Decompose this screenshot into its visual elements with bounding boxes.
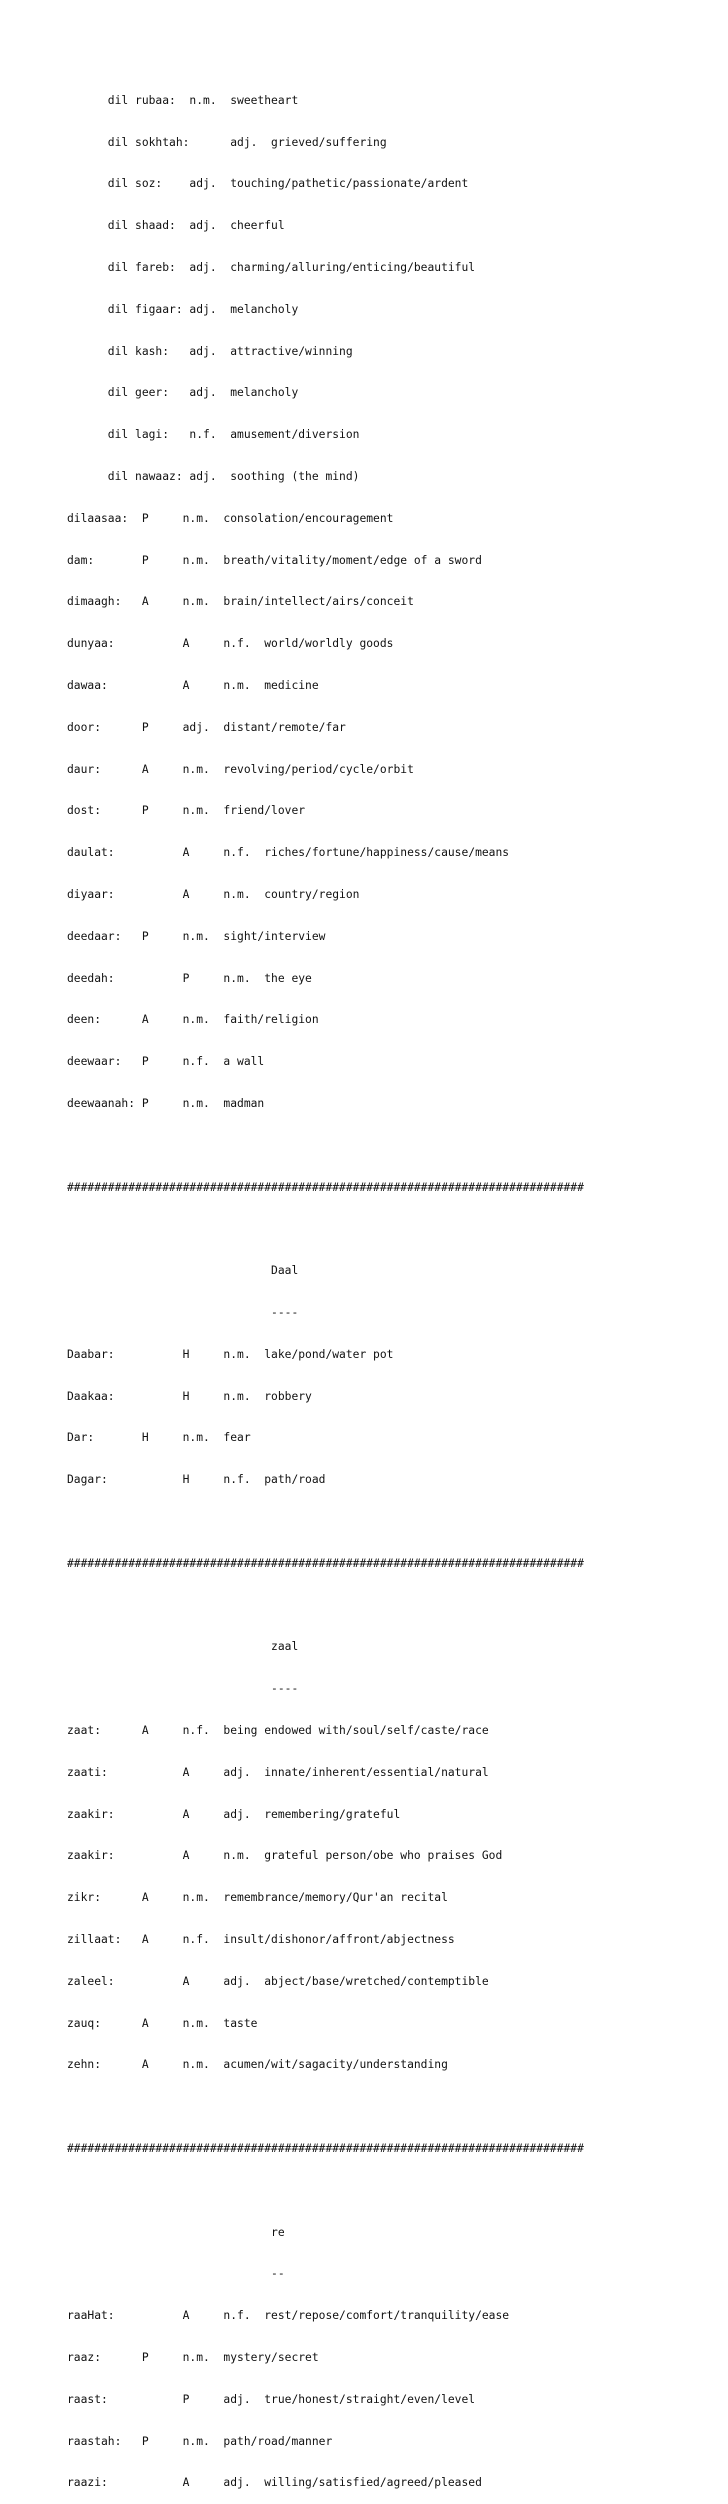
text-line: door: P adj. distant/remote/far — [67, 720, 346, 734]
text-line: zillaat: A n.f. insult/dishonor/affront/abjectness — [67, 1932, 455, 1946]
blank-line — [67, 1139, 584, 1153]
section-divider: ############################################################################ — [67, 1180, 584, 1194]
text-line: deen: A n.m. faith/religion — [67, 1013, 319, 1027]
text-line: dil sokhtah: adj. grieved/suffering — [67, 135, 387, 149]
text-line: dil rubaa: n.m. sweetheart — [67, 93, 299, 107]
section-underline: -- — [67, 2267, 285, 2281]
text-line: dilaasaa: P n.m. consolation/encouragement — [67, 511, 394, 525]
text-line: dil figaar: adj. melancholy — [67, 302, 299, 316]
text-line: Daakaa: H n.m. robbery — [67, 1389, 312, 1403]
text-line: deedah: P n.m. the eye — [67, 971, 312, 985]
text-line: raastah: P n.m. path/road/manner — [67, 2434, 333, 2448]
text-line: dil lagi: n.f. amusement/diversion — [67, 428, 360, 442]
blank-line — [67, 1222, 584, 1236]
text-line: zehn: A n.m. acumen/wit/sagacity/understanding — [67, 2058, 448, 2072]
text-line: raast: P adj. true/honest/straight/even/level — [67, 2392, 476, 2406]
text-line: daulat: A n.f. riches/fortune/happiness/cause/means — [67, 846, 510, 860]
section-divider: ############################################################################ — [67, 2141, 584, 2155]
section-heading: re — [67, 2225, 285, 2239]
text-line: zauq: A n.m. taste — [67, 2016, 258, 2030]
text-line: zaakir: A n.m. grateful person/obe who praises God — [67, 1849, 503, 1863]
section-underline: ---- — [67, 1682, 299, 1696]
section-underline: ---- — [67, 1305, 299, 1319]
text-line: dil nawaaz: adj. soothing (the mind) — [67, 470, 360, 484]
text-line: dimaagh: A n.m. brain/intellect/airs/conceit — [67, 595, 414, 609]
blank-line — [67, 1515, 584, 1529]
text-line: deewaar: P n.f. a wall — [67, 1055, 265, 1069]
text-line: raazi: A adj. willing/satisfied/agreed/pleased — [67, 2476, 482, 2490]
text-line: Daabar: H n.m. lake/pond/water pot — [67, 1347, 394, 1361]
text-line: dam: P n.m. breath/vitality/moment/edge of a sword — [67, 553, 482, 567]
blank-line — [67, 1599, 584, 1613]
text-line: zaat: A n.f. being endowed with/soul/self/caste/race — [67, 1723, 489, 1737]
text-line: dil soz: adj. touching/pathetic/passionate/ardent — [67, 177, 469, 191]
blank-line — [67, 2184, 584, 2198]
text-line: zaakir: A adj. remembering/grateful — [67, 1807, 401, 1821]
text-line: dost: P n.m. friend/lover — [67, 804, 306, 818]
text-line: Dagar: H n.f. path/road — [67, 1473, 326, 1487]
text-line: diyaar: A n.m. country/region — [67, 888, 360, 902]
text-line: dil fareb: adj. charming/alluring/enticing/beautiful — [67, 261, 476, 275]
section-heading: zaal — [67, 1640, 299, 1654]
text-line: dil kash: adj. attractive/winning — [67, 344, 353, 358]
text-line: raaHat: A n.f. rest/repose/comfort/tranquility/ease — [67, 2309, 510, 2323]
text-line: deewaanah: P n.m. madman — [67, 1097, 265, 1110]
text-line: deedaar: P n.m. sight/interview — [67, 929, 326, 943]
document-text — [67, 66, 584, 2504]
section-heading: Daal — [67, 1264, 299, 1278]
section-divider: ############################################################################ — [67, 1556, 584, 1570]
text-line: dil geer: adj. melancholy — [67, 386, 299, 400]
text-line: Dar: H n.m. fear — [67, 1431, 251, 1445]
text-line: zaati: A adj. innate/inherent/essential/natural — [67, 1765, 489, 1779]
text-line: daur: A n.m. revolving/period/cycle/orbit — [67, 762, 414, 776]
text-line: raaz: P n.m. mystery/secret — [67, 2350, 319, 2364]
text-line: zikr: A n.m. remembrance/memory/Qur'an recital — [67, 1891, 448, 1905]
blank-line — [67, 2100, 584, 2114]
text-line: dil shaad: adj. cheerful — [67, 219, 285, 233]
text-line: dawaa: A n.m. medicine — [67, 679, 319, 693]
text-line: dunyaa: A n.f. world/worldly goods — [67, 637, 394, 651]
text-line: zaleel: A adj. abject/base/wretched/contemptible — [67, 1974, 489, 1988]
